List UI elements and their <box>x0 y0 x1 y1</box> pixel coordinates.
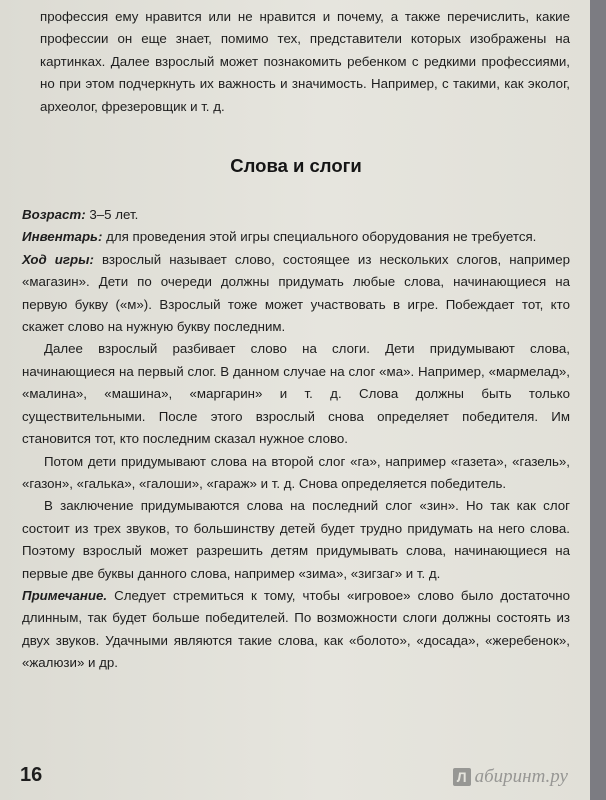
section-heading: Слова и слоги <box>230 155 362 177</box>
watermark-icon: Л <box>453 768 471 786</box>
intro-paragraph: профессия ему нравится или не нравится и почему, а также перечислить, какие профессии он еще знает, помимо тех, представители которых изображены на картинках. Далее взрослый может познакомить ребенком с редкими профессиями, но при этом подчеркнуть их важность и значимость. Например, с такими, как эколог, археолог, фрезеровщик и т. д. <box>40 9 570 114</box>
body-paragraph-3: В заключение придумываются слова на последний слог «зин». Но так как слог состоит из трех звуков, то большинству детей будет трудно придумать на него слова. Поэтому взрослый может разрешить детям придумывать слова, начинающиеся на первые две буквы данного слова, например «зима», «зигзаг» и т. д. <box>22 498 570 581</box>
inventory-text: для проведения этой игры специального оборудования не требуется. <box>102 229 537 245</box>
course-text: взрослый называет слово, состоящее из нескольких слогов, например «магазин». Дети по очереди должны придумать любые слова, начинающиеся на первую букву («м»). Взрослый тоже может участвовать в игре. Побеждает тот, кто скажет слово на нужную букву последним. <box>22 251 570 335</box>
age-label: Возраст: <box>22 207 86 223</box>
page-body <box>22 6 570 675</box>
note-label: Примечание. <box>22 587 108 603</box>
course-paragraph <box>22 249 570 339</box>
course-label: Ход игры: <box>22 251 94 267</box>
watermark-logo <box>453 766 568 788</box>
page-number: 16 <box>20 764 43 786</box>
age-text: 3–5 лет. <box>85 207 139 223</box>
age-line <box>22 204 570 226</box>
note-text: Следует стремиться к тому, чтобы «игровое» слово было достаточно длинным, так будет больше победителей. По возможности слоги должны состоять из двух звуков. Удачными являются такие слова, как «болото», «досада», «жеребенок», «жалюзи» и др. <box>22 587 570 671</box>
inventory-paragraph <box>22 226 570 248</box>
note-paragraph <box>22 585 570 675</box>
body-paragraph-1: Далее взрослый разбивает слово на слоги. Дети придумывают слова, начинающиеся на первый слог. В данном случае на слог «ма». Например, «мармелад», «малина», «машина», «маргарин» и т. д. Слова должны быть только существительными. После этого взрослый снова определяет победителя. Им становится тот, кто последним сказал нужное слово. <box>22 341 570 447</box>
watermark-text: абиринт.ру <box>474 766 568 787</box>
inventory-label: Инвентарь: <box>22 229 103 245</box>
body-paragraph-2: Потом дети придумывают слова на второй слог «га», например «газета», «газель», «газон», «галька», «галоши», «гараж» и т. д. Снова определяется победитель. <box>22 453 570 491</box>
